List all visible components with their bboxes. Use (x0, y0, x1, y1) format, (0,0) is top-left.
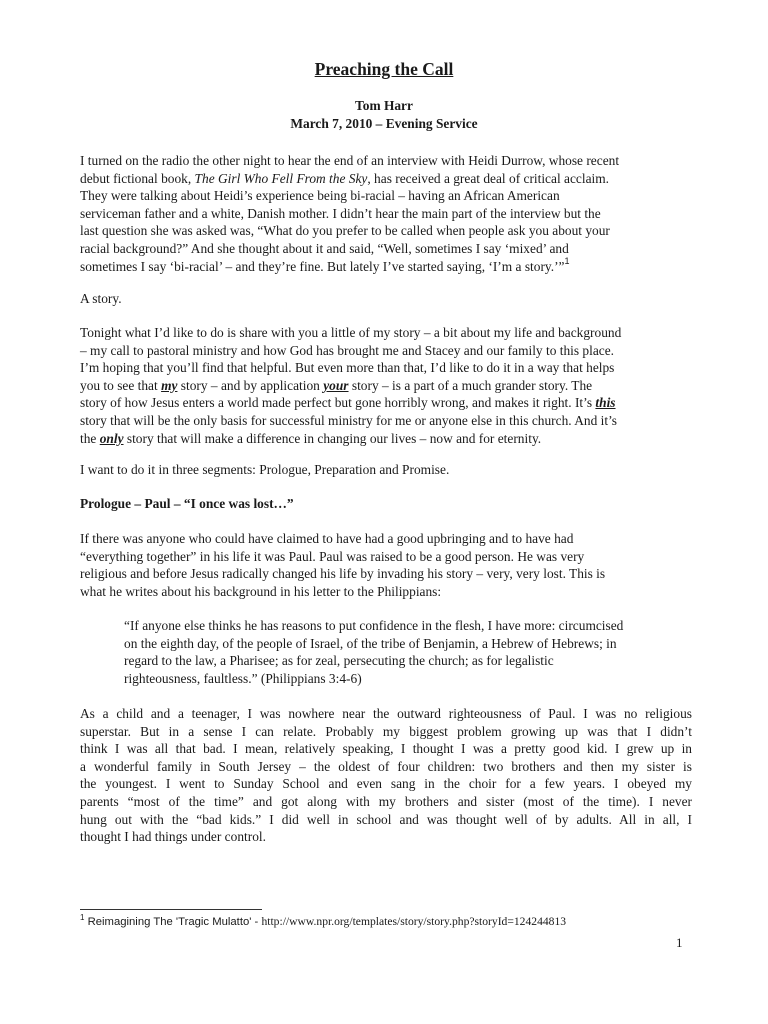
emphasis-your: your (323, 377, 349, 393)
footnote-number: 1 (80, 913, 85, 923)
scripture-quote (124, 617, 690, 687)
footnote (80, 915, 700, 929)
text-line: I’m hoping that you’ll find that helpful. But even more than that, I’d like to do it in a way that helps (80, 360, 615, 376)
service-date: March 7, 2010 – Evening Service (290, 116, 478, 131)
book-title: The Girl Who Fell From the Sky (194, 170, 368, 186)
text-line: thought I had things under control. (80, 829, 266, 845)
footnote-reference[interactable]: 1 (564, 256, 570, 267)
footnote-link[interactable]: http://www.npr.org/templates/story/story.php?storyId=124244813 (261, 915, 567, 928)
text-line: regard to the law, a Pharisee; as for zeal, persecuting the church; as for legalistic (124, 653, 554, 669)
text-line: a wonderful family in South Jersey – the oldest of four children: two brothers and then my sister is (80, 758, 692, 774)
text-line: the only story that will make a difference in changing our lives – now and for eternity. (80, 430, 542, 446)
paragraph-a-story: A story. (80, 291, 122, 306)
text-line: – my call to pastoral ministry and how God has brought me and Stacey and our family to this place. (80, 342, 615, 358)
footnote-divider (80, 909, 262, 910)
page-number: 1 (676, 935, 683, 950)
text-line: superstar. But in a sense I can relate. Probably my biggest problem growing up was that I didn’t (80, 723, 692, 739)
text-line: last question she was asked was, “What do you prefer to be called when people ask you about your (80, 223, 610, 239)
text-line: sometimes I say ‘bi-racial’ – and they’re fine. But lately I’ve started saying, ‘I’m a story.’”$^1$ (80, 256, 570, 274)
text-line: you to see that my story – and by application your story – is a part of a much grander story. The (80, 377, 593, 393)
footnote-source: Reimagining The 'Tragic Mulatto' - (84, 916, 262, 928)
paragraph-tonight (80, 324, 692, 447)
text-line: I turned on the radio the other night to hear the end of an interview with Heidi Durrow, whose recent (80, 153, 620, 168)
text-line: Tonight what I’d like to do is share with you a little of my story – a bit about my life and background (80, 325, 622, 340)
text-line: religious and before Jesus radically changed his life by invading his story – very, very lost. This is (80, 566, 606, 582)
paragraph-intro (80, 152, 692, 275)
text-line: They were talking about Heidi’s experience being bi-racial – having an African American (80, 188, 560, 204)
author-name: Tom Harr (355, 98, 413, 113)
text-line: As a child and a teenager, I was nowhere near the outward righteousness of Paul. I was no religious (80, 706, 692, 721)
text-line: parents “most of the time” and got along with my brothers and sister (most of the time). I never (80, 793, 692, 809)
text-line: story that will be the only basis for successful ministry for me or anyone else in this church. And it’s (80, 412, 618, 428)
text-line: think I was all that bad. I mean, relatively speaking, I thought I was a pretty good kid. I grew up in (80, 741, 692, 757)
text-line: debut fictional book, The Girl Who Fell From the Sky, has received a great deal of critical acclaim. (80, 170, 609, 186)
text-line: “everything together” in his life it was Paul. Paul was raised to be a good person. He was very (80, 548, 585, 564)
text-line: story of how Jesus enters a world made perfect but gone horribly wrong, and makes it right. It’s this (80, 395, 616, 411)
paragraph-segments: I want to do it in three segments: Prologue, Preparation and Promise. (80, 462, 450, 477)
emphasis-this: this (595, 395, 616, 411)
text-line: serviceman father and a white, Danish mother. I didn’t hear the main part of the interview but the (80, 205, 601, 221)
emphasis-only: only (99, 430, 124, 446)
text-line: If there was anyone who could have claimed to have had a good upbringing and to have had (80, 531, 574, 546)
text-line: righteousness, faultless.” (Philippians 3:4-6) (124, 670, 362, 686)
paragraph-childhood (80, 705, 692, 846)
text-line: on the eighth day, of the people of Israel, of the tribe of Benjamin, a Hebrew of Hebrews; in (124, 635, 617, 651)
text-line: hung out with the “bad kids.” I did well in school and was thought well of by adults. All in all, I (80, 811, 692, 827)
text-line: “If anyone else thinks he has reasons to put confidence in the flesh, I have more: circumcised (124, 618, 624, 633)
text-line: what he writes about his background in his letter to the Philippians: (80, 583, 442, 599)
text-line: racial background?” And she thought about it and said, “Well, sometimes I say ‘mixed’ and (80, 240, 569, 256)
paragraph-paul (80, 530, 692, 600)
text-line: the youngest. I went to Sunday School and even sang in the choir for a few years. I obeyed my (80, 776, 692, 792)
page-title: Preaching the Call (314, 59, 454, 79)
emphasis-my: my (161, 377, 178, 393)
section-heading-prologue: Prologue – Paul – “I once was lost…” (80, 496, 294, 511)
